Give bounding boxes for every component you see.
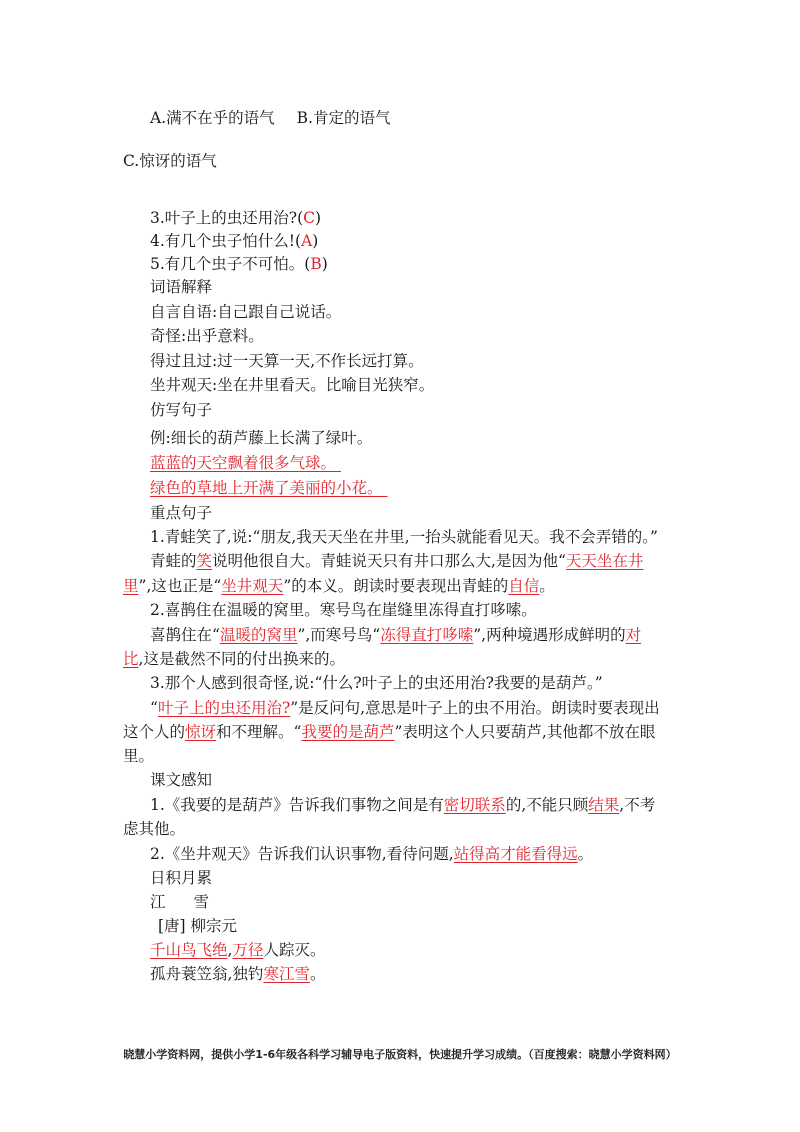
- answer-4: A: [301, 232, 313, 250]
- poem-title: 江 雪: [150, 893, 210, 911]
- key-analysis-2-cont: 比,这是截然不同的付出换来的。: [123, 650, 345, 668]
- key-sentence-1: 1.青蛙笑了,说:“朋友,我天天坐在井里,一抬头就能看见天。我不会弄错的。”: [150, 528, 658, 546]
- key-sentence-2: 2.喜鹊住在温暖的窝里。寒号鸟在崖缝里冻得直打哆嗦。: [150, 601, 537, 619]
- text-item-1: 1.《我要的是葫芦》告诉我们事物之间是有密切联系的,不能只顾结果,不考: [150, 796, 656, 814]
- key-analysis-2: 喜鹊住在“温暖的窝里”,而寒号鸟“冻得直打哆嗦”,两种境遇形成鲜明的对: [150, 626, 642, 644]
- imitate-example: 例:细长的葫芦藤上长满了绿叶。: [150, 429, 373, 447]
- vocab-item: 坐井观天:坐在井里看天。比喻目光狭窄。: [150, 376, 435, 394]
- imitate-answer: 绿色的草地上开满了美丽的小花。: [150, 479, 383, 497]
- imitate-heading: 仿写句子: [150, 401, 213, 419]
- vocab-heading: 词语解释: [150, 278, 213, 296]
- answer-3: C: [303, 209, 316, 227]
- imitate-answer: 蓝蓝的天空飘着很多气球。: [150, 454, 337, 472]
- vocab-item: 自言自语:自己跟自己说话。: [150, 303, 342, 321]
- key-heading: 重点句子: [150, 504, 213, 522]
- text-item-1-cont: 虑其他。: [123, 820, 186, 838]
- text-item-2: 2.《坐井观天》告诉我们认识事物,看待问题,站得高才能看得远。: [150, 845, 594, 863]
- options-line-2: [123, 151, 217, 171]
- key-analysis-3-cont: 这个人的惊讶和不理解。“我要的是葫芦”表明这个人只要葫芦,其他都不放在眼: [123, 723, 656, 741]
- option-a: A.满不在乎的语气: [150, 109, 275, 127]
- page-footer: 晓慧小学资料网，提供小学1-6年级各科学习辅导电子版资料，快速提升学习成绩。（百度搜索：晓慧小学资料网）: [123, 1048, 677, 1061]
- poem-line-1: 千山鸟飞绝,万径人踪灭。: [150, 941, 326, 959]
- option-c: C.惊讶的语气: [123, 152, 217, 170]
- vocab-item: 得过且过:过一天算一天,不作长远打算。: [150, 352, 424, 370]
- answer-5: B: [310, 255, 322, 273]
- question-4: 4.有几个虫子怕什么!(A): [150, 232, 319, 250]
- options-line-1: [150, 108, 390, 128]
- poem-line-2: 孤舟蓑笠翁,独钓寒江雪。: [150, 965, 326, 983]
- key-analysis-1: 青蛙的笑说明他很自大。青蛙说天只有井口那么大,是因为他“天天坐在井: [150, 552, 644, 570]
- key-sentence-3: 3.那个人感到很奇怪,说:“什么?叶子上的虫还用治?我要的是葫芦。”: [150, 674, 603, 692]
- option-b: B.肯定的语气: [296, 109, 391, 127]
- question-5: 5.有几个虫子不可怕。(B): [150, 255, 328, 273]
- vocab-item: 奇怪:出乎意料。: [150, 327, 264, 345]
- key-analysis-1-cont: 里”,这也正是“坐井观天”的本义。朗读时要表现出青蛙的自信。: [123, 577, 555, 595]
- key-analysis-3: “叶子上的虫还用治?”是反问句,意思是叶子上的虫不用治。朗读时要表现出: [150, 699, 660, 717]
- text-heading: 课文感知: [150, 771, 213, 789]
- question-3: 3.叶子上的虫还用治?(C): [150, 209, 322, 227]
- poem-heading: 日积月累: [150, 869, 213, 887]
- key-analysis-3-end: 里。: [123, 747, 155, 765]
- poem-author: [唐] 柳宗元: [158, 917, 238, 935]
